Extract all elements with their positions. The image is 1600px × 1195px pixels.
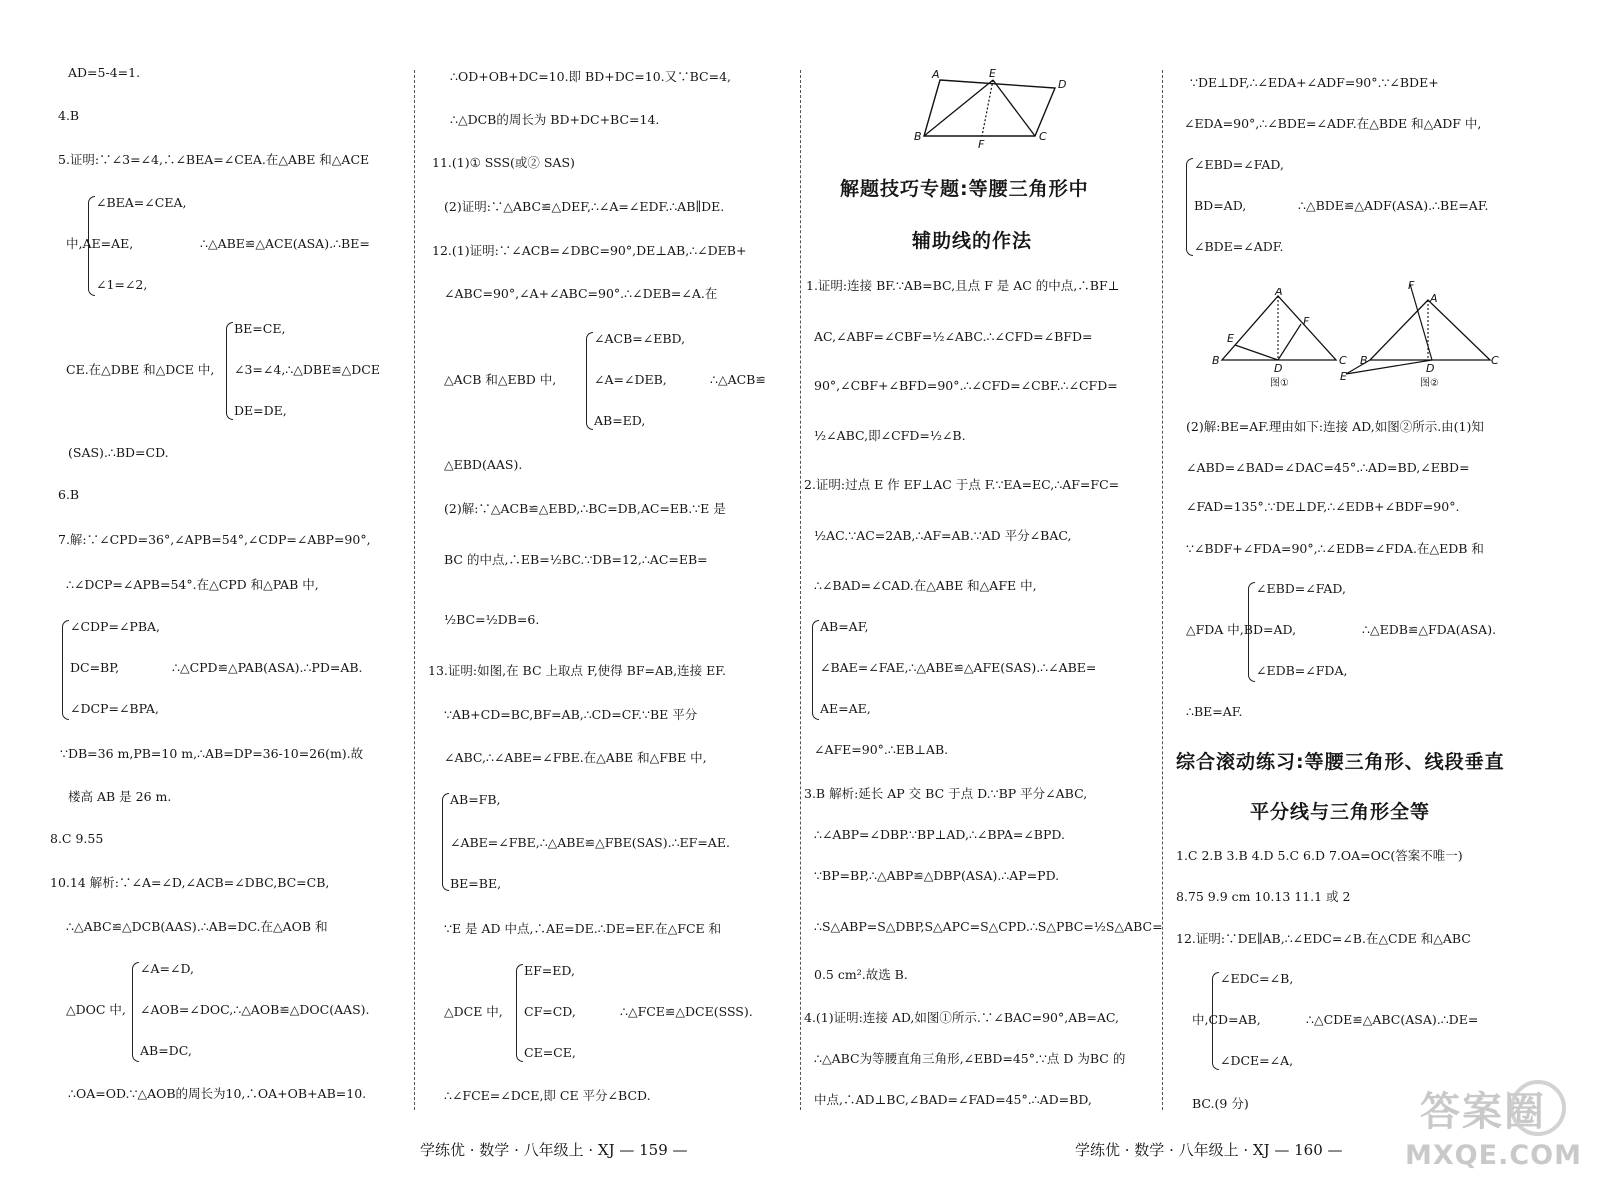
- section-heading: 综合滚动练习:等腰三角形、线段垂直: [1176, 751, 1505, 773]
- text-line: 4.B: [58, 108, 80, 123]
- svg-text:C: C: [1491, 354, 1499, 367]
- page-footer: 学练优 · 数学 · 八年级上 · XJ — 159 —: [420, 1141, 688, 1159]
- text-line: (2)解:∵△ACB≌△EBD,∴BC=DB,AC=EB.∵E 是: [444, 501, 726, 516]
- brace: [442, 793, 449, 891]
- text-line: 4.(1)证明:连接 AD,如图①所示.∵∠BAC=90°,AB=AC,: [804, 1010, 1120, 1025]
- text-line: ∴△ABC≌△DCB(AAS).∴AB=DC.在△AOB 和: [66, 919, 328, 934]
- text-line: ∠BDE=∠ADF.: [1194, 239, 1284, 254]
- watermark-logo: 答案圈: [1420, 1089, 1546, 1135]
- text-line: ∴△ABC为等腰直角三角形,∠EBD=45°.∵点 D 为BC 的: [814, 1051, 1126, 1066]
- parallelogram-figure: [910, 66, 1080, 150]
- text-line: BC 的中点,∴EB=½BC.∵DB=12,∴AC=EB=: [444, 552, 708, 567]
- text-line: ∠EBD=∠FAD,: [1194, 157, 1284, 172]
- text-line: ∠A=∠DEB,: [594, 372, 667, 387]
- text-line: ∠EDC=∠B,: [1220, 971, 1294, 986]
- text-line: 楼高 AB 是 26 m.: [68, 789, 172, 804]
- brace: [1186, 158, 1193, 256]
- column-divider: [800, 70, 801, 1110]
- svg-text:C: C: [1039, 130, 1047, 143]
- svg-text:D: D: [1426, 362, 1435, 375]
- text-line: ∴S△ABP=S△DBP,S△APC=S△CPD.∴S△PBC=½S△ABC=: [814, 919, 1163, 934]
- text-line: 0.5 cm².故选 B.: [814, 967, 908, 982]
- svg-text:F: F: [978, 138, 985, 150]
- text-line: ½BC=½DB=6.: [444, 612, 540, 627]
- text-line: (SAS).∴BD=CD.: [68, 445, 169, 460]
- text-line: △EBD(AAS).: [444, 457, 523, 472]
- text-line: ∵DB=36 m,PB=10 m,∴AB=DP=36-10=26(m).故: [60, 746, 364, 761]
- text-line: ∴△EDB≌△FDA(ASA).: [1362, 622, 1497, 637]
- text-line: ∴△BDE≌△ADF(ASA).∴BE=AF.: [1298, 198, 1489, 213]
- text-line: AE=AE,: [820, 701, 871, 716]
- text-line: ∠A=∠D,: [140, 961, 194, 976]
- text-line: ∠EDB=∠FDA,: [1256, 663, 1348, 678]
- text-line: 中点,∴AD⊥BC,∠BAD=∠FAD=45°.∴AD=BD,: [814, 1092, 1092, 1107]
- fig2-caption: 图②: [1420, 378, 1439, 389]
- text-line: ∠BEA=∠CEA,: [96, 195, 187, 210]
- section-heading: 平分线与三角形全等: [1250, 801, 1431, 823]
- text-line: ∵∠BDF+∠FDA=90°,∴∠EDB=∠FDA.在△EDB 和: [1186, 541, 1484, 556]
- text-line: 8.75 9.9 cm 10.13 11.1 或 2: [1176, 889, 1351, 904]
- text-line: AD=5-4=1.: [68, 65, 141, 80]
- text-line: ½∠ABC,即∠CFD=½∠B.: [814, 428, 966, 443]
- text-line: ∵BP=BP,∴△ABP≌△DBP(ASA).∴AP=PD.: [814, 868, 1060, 883]
- svg-text:F: F: [1303, 315, 1310, 328]
- svg-text:B: B: [1212, 354, 1220, 367]
- text-line: 中,AE=AE,: [66, 236, 134, 251]
- text-line: ∵AB+CD=BC,BF=AB,∴CD=CF.∵BE 平分: [444, 707, 698, 722]
- svg-text:F: F: [1408, 280, 1415, 292]
- text-line: 11.(1)① SSS(或② SAS): [432, 155, 575, 170]
- answer-column-3: [804, 0, 1190, 1195]
- text-line: BD=AD,: [1194, 198, 1247, 213]
- text-line: ∠CDP=∠PBA,: [70, 619, 161, 634]
- svg-text:B: B: [914, 130, 922, 143]
- text-line: 中,CD=AB,: [1192, 1012, 1261, 1027]
- section-heading: 辅助线的作法: [912, 230, 1033, 252]
- text-line: 3.B 解析:延长 AP 交 BC 于点 D.∵BP 平分∠ABC,: [804, 786, 1088, 801]
- text-line: ∠EBD=∠FAD,: [1256, 581, 1346, 596]
- text-line: AB=AF,: [820, 619, 869, 634]
- text-line: △DCE 中,: [444, 1004, 503, 1019]
- text-line: 5.证明:∵∠3=∠4,∴∠BEA=∠CEA.在△ABE 和△ACE: [58, 152, 370, 167]
- text-line: (2)证明:∵△ABC≌△DEF,∴∠A=∠EDF.∴AB∥DE.: [444, 199, 725, 214]
- text-line: ∴∠ABP=∠DBP.∵BP⊥AD,∴∠BPA=∠BPD.: [814, 827, 1065, 842]
- text-line: AB=FB,: [450, 792, 501, 807]
- text-line: AB=DC,: [140, 1043, 192, 1058]
- text-line: (2)解:BE=AF.理由如下:连接 AD,如图②所示.由(1)知: [1186, 419, 1484, 434]
- svg-text:B: B: [1360, 354, 1368, 367]
- text-line: ∠EDA=90°,∴∠BDE=∠ADF.在△BDE 和△ADF 中,: [1184, 116, 1482, 131]
- brace: [62, 620, 69, 720]
- text-line: ∠ABC,∴∠ABE=∠FBE.在△ABE 和△FBE 中,: [444, 750, 707, 765]
- text-line: ∠BAE=∠FAE,∴△ABE≌△AFE(SAS).∴∠ABE=: [820, 660, 1097, 675]
- text-line: ∠DCP=∠BPA,: [70, 701, 159, 716]
- text-line: ∴△ABE≌△ACE(ASA).∴BE=: [200, 236, 370, 251]
- text-line: 12.证明:∵DE∥AB,∴∠EDC=∠B.在△CDE 和△ABC: [1176, 931, 1471, 946]
- text-line: ∠FAD=135°.∵DE⊥DF,∴∠EDB+∠BDF=90°.: [1186, 499, 1460, 514]
- text-line: ∠3=∠4,∴△DBE≌△DCE: [234, 362, 380, 377]
- text-line: ∠ABE=∠FBE,∴△ABE≌△FBE(SAS).∴EF=AE.: [450, 835, 730, 850]
- brace: [812, 620, 819, 720]
- brace: [132, 962, 139, 1062]
- text-line: ∠AFE=90°.∴EB⊥AB.: [814, 742, 949, 757]
- svg-text:E: E: [1227, 332, 1234, 345]
- column-divider: [1162, 70, 1163, 1110]
- text-line: DC=BP,: [70, 660, 120, 675]
- text-line: 1.C 2.B 3.B 4.D 5.C 6.D 7.OA=OC(答案不唯一): [1176, 848, 1463, 863]
- brace: [516, 964, 523, 1062]
- text-line: 8.C 9.55: [50, 831, 104, 846]
- text-line: ∴△CPD≌△PAB(ASA).∴PD=AB.: [172, 660, 363, 675]
- section-heading: 解题技巧专题:等腰三角形中: [840, 178, 1089, 200]
- svg-text:A: A: [1275, 288, 1283, 298]
- text-line: EF=ED,: [524, 963, 575, 978]
- text-line: ½AC.∵AC=2AB,∴AF=AB.∵AD 平分∠BAC,: [814, 528, 1072, 543]
- text-line: ∠ABD=∠BAD=∠DAC=45°.∴AD=BD,∠EBD=: [1186, 460, 1470, 475]
- text-line: CE=CE,: [524, 1045, 576, 1060]
- answer-column-2: [420, 0, 810, 1195]
- text-line: 10.14 解析:∵∠A=∠D,∠ACB=∠DBC,BC=CB,: [50, 875, 330, 890]
- answer-column-1: [0, 0, 420, 1195]
- text-line: ∴△ACB≌: [710, 372, 766, 387]
- text-line: ∠ACB=∠EBD,: [594, 331, 686, 346]
- text-line: △FDA 中,BD=AD,: [1186, 622, 1297, 637]
- svg-text:A: A: [932, 68, 940, 81]
- text-line: ∴∠DCP=∠APB=54°.在△CPD 和△PAB 中,: [66, 577, 319, 592]
- fig1-caption: 图①: [1270, 378, 1289, 388]
- text-line: ∴△DCB的周长为 BD+DC+BC=14.: [450, 112, 660, 127]
- triangle-figure-1: [1208, 288, 1358, 388]
- text-line: CE.在△DBE 和△DCE 中,: [66, 362, 215, 377]
- text-line: ∵DE⊥DF,∴∠EDA+∠ADF=90°.∵∠BDE+: [1190, 75, 1439, 90]
- text-line: BC.(9 分): [1192, 1096, 1249, 1111]
- text-line: △DOC 中,: [66, 1002, 126, 1017]
- svg-text:D: D: [1274, 362, 1283, 375]
- text-line: △ACB 和△EBD 中,: [444, 372, 557, 387]
- text-line: AC,∠ABF=∠CBF=½∠ABC.∴∠CFD=∠BFD=: [814, 329, 1093, 344]
- text-line: ∴BE=AF.: [1186, 704, 1243, 719]
- svg-text:E: E: [1340, 370, 1347, 383]
- text-line: ∴△FCE≌△DCE(SSS).: [620, 1004, 753, 1019]
- text-line: CF=CD,: [524, 1004, 576, 1019]
- text-line: ∴∠FCE=∠DCE,即 CE 平分∠BCD.: [444, 1088, 651, 1103]
- answer-column-4: [1176, 0, 1600, 1195]
- text-line: BE=CE,: [234, 321, 286, 336]
- text-line: ∴∠BAD=∠CAD.在△ABE 和△AFE 中,: [814, 578, 1037, 593]
- svg-text:C: C: [1339, 354, 1347, 367]
- watermark-url: MXQE.COM: [1405, 1140, 1582, 1171]
- text-line: 6.B: [58, 487, 80, 502]
- text-line: 90°,∠CBF+∠BFD=90°.∴∠CFD=∠CBF.∴∠CFD=: [814, 378, 1118, 393]
- text-line: ∴OD+OB+DC=10.即 BD+DC=10.又∵BC=4,: [450, 69, 732, 84]
- text-line: ∠DCE=∠A,: [1220, 1053, 1294, 1068]
- text-line: 2.证明:过点 E 作 EF⊥AC 于点 F.∵EA=EC,∴AF=FC=: [804, 477, 1120, 492]
- text-line: ∠ABC=90°,∠A+∠ABC=90°.∴∠DEB=∠A.在: [444, 286, 718, 301]
- text-line: 12.(1)证明:∵∠ACB=∠DBC=90°,DE⊥AB,∴∠DEB+: [432, 243, 747, 258]
- column-divider: [414, 70, 415, 1110]
- text-line: ∵E 是 AD 中点,∴AE=DE.∴DE=EF.在△FCE 和: [444, 921, 722, 936]
- page-footer: 学练优 · 数学 · 八年级上 · XJ — 160 —: [1075, 1141, 1343, 1159]
- text-line: 7.解:∵∠CPD=36°,∠APB=54°,∠CDP=∠ABP=90°,: [58, 532, 371, 547]
- text-line: AB=ED,: [594, 413, 646, 428]
- svg-text:A: A: [1430, 292, 1438, 305]
- text-line: ∠AOB=∠DOC,∴△AOB≌△DOC(AAS).: [140, 1002, 370, 1017]
- text-line: ∴OA=OD.∵△AOB的周长为10,∴OA+OB+AB=10.: [68, 1086, 367, 1101]
- text-line: BE=BE,: [450, 876, 502, 891]
- text-line: ∠1=∠2,: [96, 277, 148, 292]
- text-line: DE=DE,: [234, 403, 287, 418]
- svg-text:D: D: [1058, 78, 1067, 91]
- svg-text:E: E: [989, 67, 996, 80]
- brace: [586, 332, 593, 430]
- triangle-figure-2: [1340, 280, 1500, 390]
- text-line: 1.证明:连接 BF.∵AB=BC,且点 F 是 AC 的中点,∴BF⊥: [806, 278, 1120, 293]
- text-line: ∴△CDE≌△ABC(ASA).∴DE=: [1306, 1012, 1479, 1027]
- brace: [226, 322, 233, 420]
- text-line: 13.证明:如图,在 BC 上取点 F,使得 BF=AB,连接 EF.: [428, 663, 726, 678]
